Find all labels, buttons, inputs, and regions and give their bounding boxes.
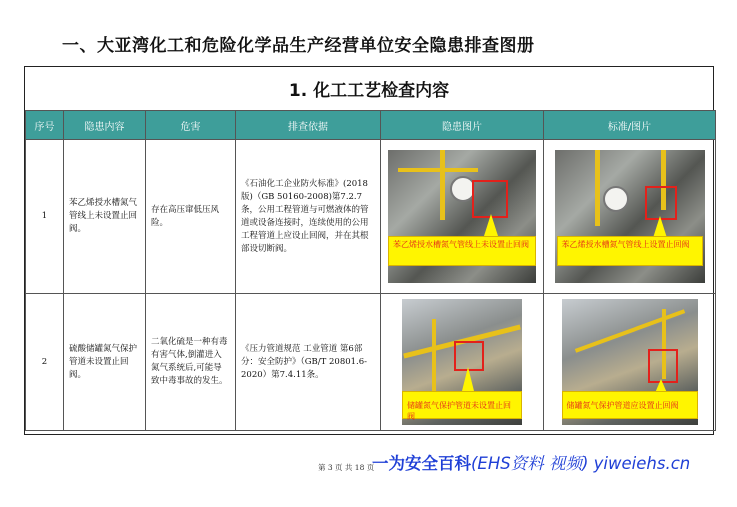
watermark-text: (EHS资料 视频) yiweiehs.cn: [471, 454, 691, 473]
col-header-standard-photo: 标准/图片: [544, 111, 716, 140]
col-header-basis: 排查依据: [236, 111, 381, 140]
section-title: 1. 化工工艺检查内容: [25, 67, 713, 111]
highlight-box: [648, 349, 678, 383]
page-footer: 第 3 页 共 18 页: [318, 463, 375, 472]
basis-text: 《石油化工企业防火标准》(2018版)（GB 50160-2008)第7.2.7条，公用工程管道与可燃液体的管道或设备连接时，连续使用的公用工程管道上应设止回阀，并在其根部设切断阀。: [236, 140, 381, 294]
standard-photo: [555, 150, 705, 283]
table-row: [26, 140, 716, 294]
watermark: [372, 450, 690, 474]
col-header-hazard-photo: 隐患图片: [381, 111, 544, 140]
row-number: 2: [26, 294, 64, 431]
harm-text: 存在高压窜低压风险。: [146, 140, 236, 294]
standard-photo-caption: 储罐氮气保护管道应设置止回阀: [562, 391, 698, 419]
hazard-photo: [388, 150, 536, 283]
watermark-brand: 一为安全百科: [372, 454, 471, 473]
inspection-table: [25, 110, 716, 431]
standard-photo-cell: [544, 140, 716, 294]
hazard-content: 苯乙烯授水槽氮气管线上未设置止回阀。: [64, 140, 146, 294]
inspection-table-frame: [24, 66, 714, 435]
basis-text: 《压力管道规范 工业管道 第6部分：安全防护》（GB/T 20801.6-2020）第7.4.11条。: [236, 294, 381, 431]
harm-text: 二氧化硫是一种有毒有害气体,倒灌进入氮气系统后,可能导致中毒事故的发生。: [146, 294, 236, 431]
standard-photo-cell: [544, 294, 716, 431]
standard-photo-caption: 苯乙烯授水槽氮气管线上设置止回阀: [557, 236, 703, 266]
col-header-hazard: 隐患内容: [64, 111, 146, 140]
highlight-box: [645, 186, 677, 220]
highlight-box: [472, 180, 508, 218]
hazard-photo: [402, 299, 522, 425]
table-header-row: [26, 111, 716, 140]
standard-photo: [562, 299, 698, 425]
col-header-harm: 危害: [146, 111, 236, 140]
pressure-gauge-icon: [603, 186, 629, 212]
row-number: 1: [26, 140, 64, 294]
hazard-content: 硫酸储罐氮气保护管道未设置止回阀。: [64, 294, 146, 431]
col-header-no: 序号: [26, 111, 64, 140]
hazard-photo-caption: 储罐氮气保护管道未设置止回阀: [402, 391, 522, 419]
hazard-photo-cell: [381, 294, 544, 431]
document-title: 一、大亚湾化工和危险化学品生产经营单位安全隐患排查图册: [62, 36, 535, 56]
table-row: [26, 294, 716, 431]
hazard-photo-caption: 苯乙烯授水槽氮气管线上未设置止回阀: [388, 236, 536, 266]
hazard-photo-cell: [381, 140, 544, 294]
